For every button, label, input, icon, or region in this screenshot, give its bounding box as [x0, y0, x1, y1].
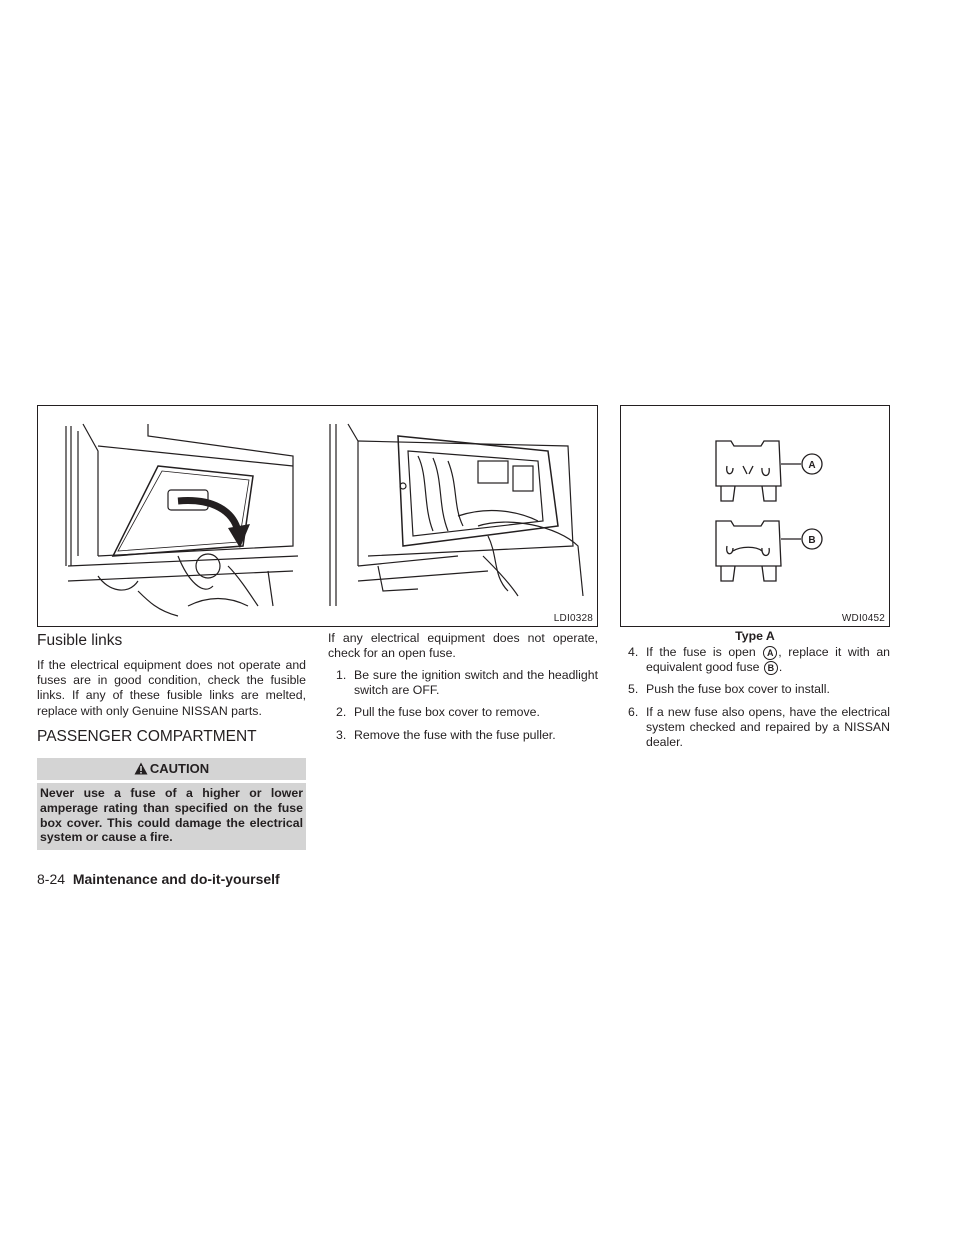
heading-passenger-compartment: PASSENGER COMPARTMENT — [37, 728, 257, 745]
label-b: B — [808, 535, 816, 546]
step-number: 3. — [336, 727, 347, 742]
step-text: Remove the fuse with the fuse puller. — [354, 727, 556, 742]
step-text: If a new fuse also opens, have the electrical system checked and repaired by a NISSAN dealer. — [646, 704, 890, 750]
list-item — [328, 668, 598, 698]
caution-title: CAUTION — [149, 761, 210, 776]
illustration-glove-box-cover — [38, 406, 597, 626]
circle-label-a: A — [763, 646, 777, 660]
list-item — [620, 705, 890, 751]
paragraph-fusible-links: If the electrical equipment does not operate and fuses are in good condition, check the fusible links. If any of these fusible links are melted, replace with only Genuine NISSAN parts. — [37, 658, 306, 718]
figure-fuse-type-a — [620, 405, 890, 627]
list-item — [328, 728, 598, 743]
step-number: 4. — [628, 645, 639, 659]
figure-code: LDI0328 — [553, 613, 593, 624]
steps-list-middle — [328, 668, 598, 750]
caution-text: Never use a fuse of a higher or lower amperage rating than specified on the fuse box cover. This could damage the electrical system or cause a fire. — [37, 783, 306, 850]
figure-caption: Type A — [735, 629, 775, 643]
step-text: Be sure the ignition switch and the headlight switch are OFF. — [354, 668, 598, 698]
figure-code: WDI0452 — [841, 613, 885, 624]
step-number: 5. — [628, 682, 639, 697]
step-text-end: . — [778, 660, 783, 675]
page-footer — [37, 871, 280, 887]
page-number: 8-24 — [37, 871, 66, 887]
list-item — [620, 682, 890, 697]
list-item — [620, 645, 890, 675]
step-text-mid: , replace it with an equivalent good fuse — [646, 645, 891, 675]
heading-fusible-links: Fusible links — [37, 632, 123, 649]
section-title: Maintenance and do-it-yourself — [72, 871, 280, 887]
step-number: 1. — [336, 668, 347, 682]
paragraph-open-fuse-intro: If any electrical equipment does not operate, check for an open fuse. — [328, 631, 598, 661]
label-a: A — [808, 460, 816, 471]
steps-list-right — [620, 645, 890, 757]
illustration-fuses — [621, 406, 889, 626]
step-text-pre: If the fuse is open — [646, 645, 756, 659]
step-text: Push the fuse box cover to install. — [646, 682, 830, 697]
step-number: 6. — [628, 704, 639, 719]
circle-label-b: B — [764, 661, 778, 675]
figure-fuse-box-access — [37, 405, 598, 627]
caution-box — [37, 758, 306, 850]
list-item — [328, 705, 598, 720]
warning-triangle-icon — [134, 760, 148, 782]
caution-header — [37, 758, 306, 780]
step-number: 2. — [336, 705, 347, 720]
step-text: Pull the fuse box cover to remove. — [354, 705, 540, 720]
